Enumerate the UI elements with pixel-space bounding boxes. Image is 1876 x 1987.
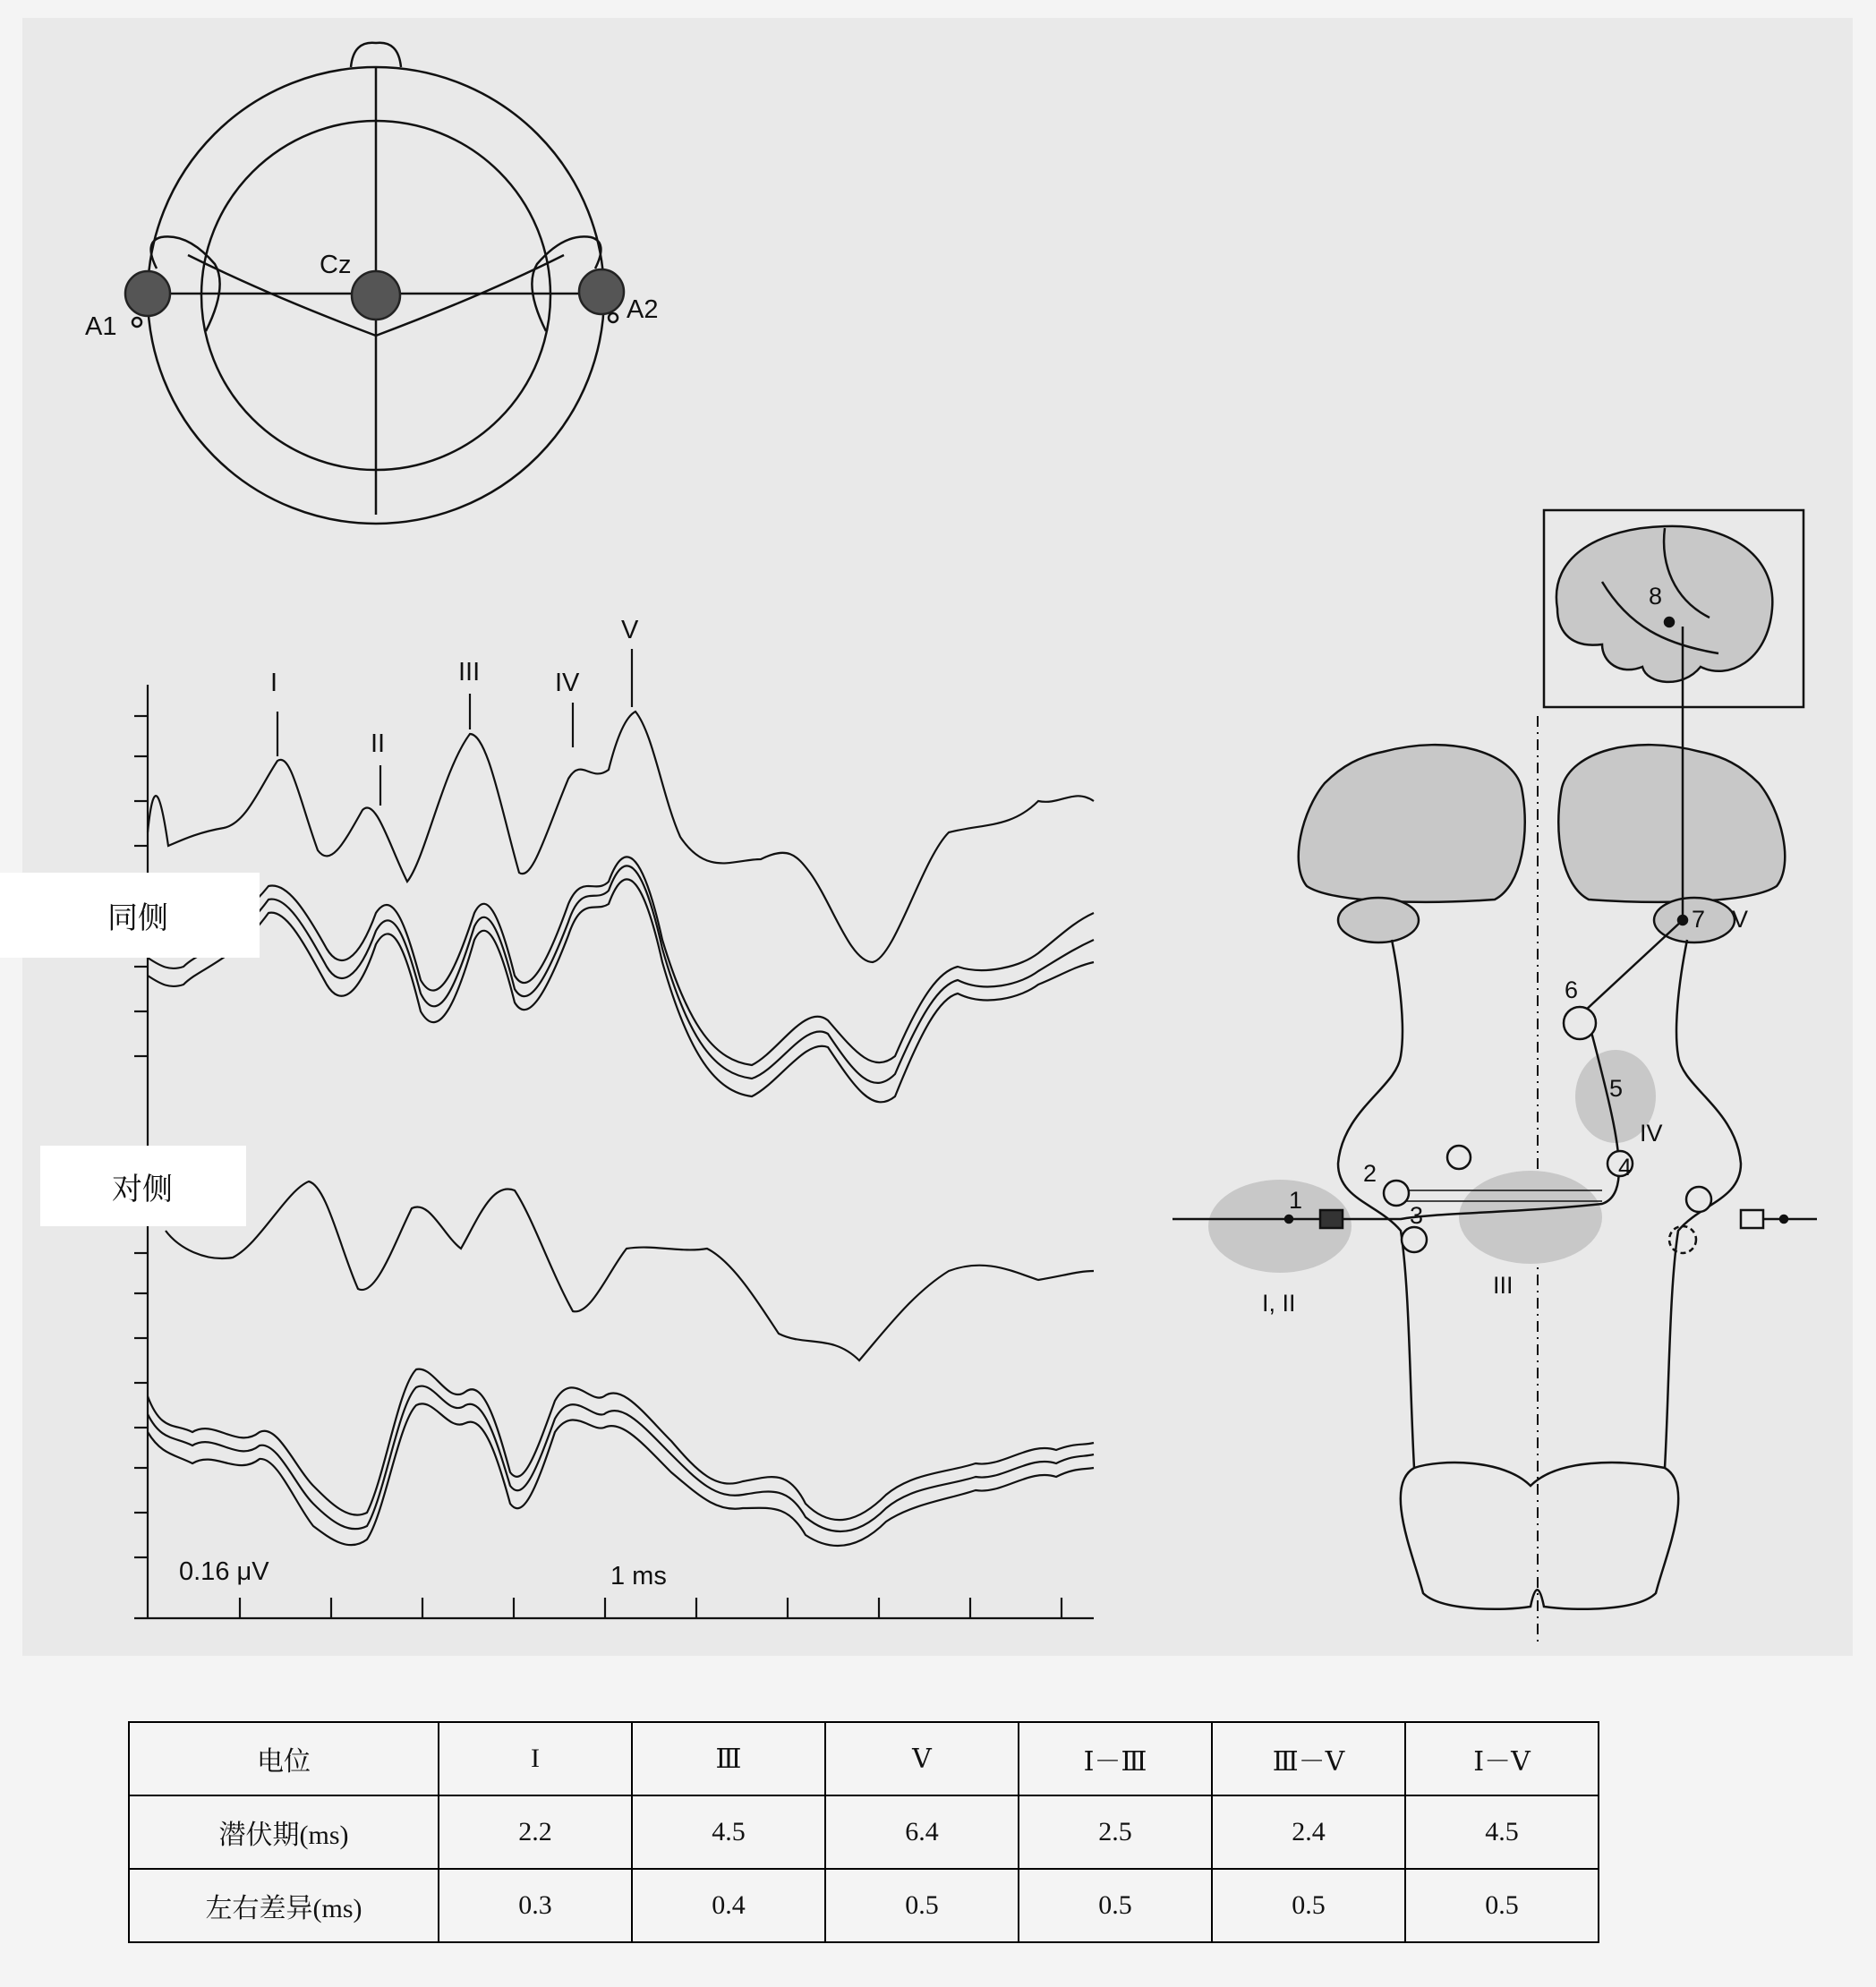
table-cell: 2.5 xyxy=(1019,1795,1212,1869)
nucleus-8 xyxy=(1665,618,1674,627)
nucleus-3 xyxy=(1402,1227,1427,1252)
nucleus-2 xyxy=(1384,1181,1409,1206)
electrode-a1 xyxy=(125,271,170,316)
site-label-8: 8 xyxy=(1649,583,1663,610)
nucleus-upper-left xyxy=(1447,1146,1471,1169)
table-cell: 0.3 xyxy=(439,1869,632,1942)
table-cell: 6.4 xyxy=(825,1795,1019,1869)
site-1-dot xyxy=(1285,1215,1292,1223)
region-label-iv: IV xyxy=(1640,1120,1663,1147)
electrode-label-a2: A2 xyxy=(627,295,659,324)
header-cell: Ⅲ xyxy=(632,1722,825,1795)
table-header-row xyxy=(129,1722,1599,1795)
header-cell: Ⅴ xyxy=(825,1722,1019,1795)
region-iii-shade xyxy=(1459,1171,1602,1264)
table-cell: 潜伏期(ms) xyxy=(129,1795,439,1869)
site-label-6: 6 xyxy=(1565,976,1579,1003)
nucleus-7 xyxy=(1678,916,1687,925)
table-cell: 0.5 xyxy=(1405,1869,1599,1942)
peak-label-i: I xyxy=(270,669,278,697)
site-label-2: 2 xyxy=(1363,1160,1377,1187)
site-label-7: 7 xyxy=(1692,906,1706,933)
table-cell: 左右差异(ms) xyxy=(129,1869,439,1942)
site-label-1: 1 xyxy=(1289,1187,1303,1214)
table-cell: 2.2 xyxy=(439,1795,632,1869)
table-cell: 4.5 xyxy=(1405,1795,1599,1869)
nerve-stump-left xyxy=(1320,1210,1343,1228)
electrode-a2 xyxy=(579,269,624,314)
table-cell: 0.5 xyxy=(1212,1869,1405,1942)
region-label-iii: III xyxy=(1493,1272,1514,1299)
site-label-5: 5 xyxy=(1609,1075,1624,1102)
time-scale-label: 1 ms xyxy=(610,1562,667,1590)
nucleus-right-upper xyxy=(1686,1187,1711,1212)
nucleus-left-thalamus xyxy=(1338,898,1419,942)
nucleus-6 xyxy=(1564,1007,1596,1039)
label-contralateral: 对侧 xyxy=(40,1146,246,1226)
nerve-stump-right xyxy=(1741,1210,1763,1228)
table-row-latency xyxy=(129,1795,1599,1869)
site-label-4: 4 xyxy=(1618,1154,1633,1181)
electrode-label-a1: A1 xyxy=(85,312,117,341)
site-right-dot xyxy=(1780,1215,1787,1223)
table-cell: 4.5 xyxy=(632,1795,825,1869)
electrode-cz xyxy=(352,271,400,320)
amplitude-scale-label: 0.16 μV xyxy=(179,1557,269,1586)
latency-table xyxy=(128,1721,1599,1943)
header-cell: Ⅰ－Ⅴ xyxy=(1405,1722,1599,1795)
table-cell: 0.5 xyxy=(1019,1869,1212,1942)
label-ipsilateral: 同侧 xyxy=(0,873,260,958)
region-label-v: V xyxy=(1732,906,1749,933)
table-cell: 0.5 xyxy=(825,1869,1019,1942)
header-cell: 电位 xyxy=(129,1722,439,1795)
peak-label-ii: II xyxy=(371,729,386,758)
table-cell: 2.4 xyxy=(1212,1795,1405,1869)
latency-table-container xyxy=(128,1721,1599,1943)
region-label-i-ii: I, II xyxy=(1262,1290,1296,1317)
header-cell: Ⅰ－Ⅲ xyxy=(1019,1722,1212,1795)
table-cell: 0.4 xyxy=(632,1869,825,1942)
head-nose xyxy=(351,43,401,67)
header-cell: Ⅲ－Ⅴ xyxy=(1212,1722,1405,1795)
site-label-3: 3 xyxy=(1410,1202,1424,1229)
peak-label-v: V xyxy=(621,616,639,644)
electrode-label-cz: Cz xyxy=(320,251,352,279)
peak-label-iv: IV xyxy=(555,669,580,697)
table-row-difference xyxy=(129,1869,1599,1942)
header-cell: I xyxy=(439,1722,632,1795)
peak-label-iii: III xyxy=(458,658,481,686)
